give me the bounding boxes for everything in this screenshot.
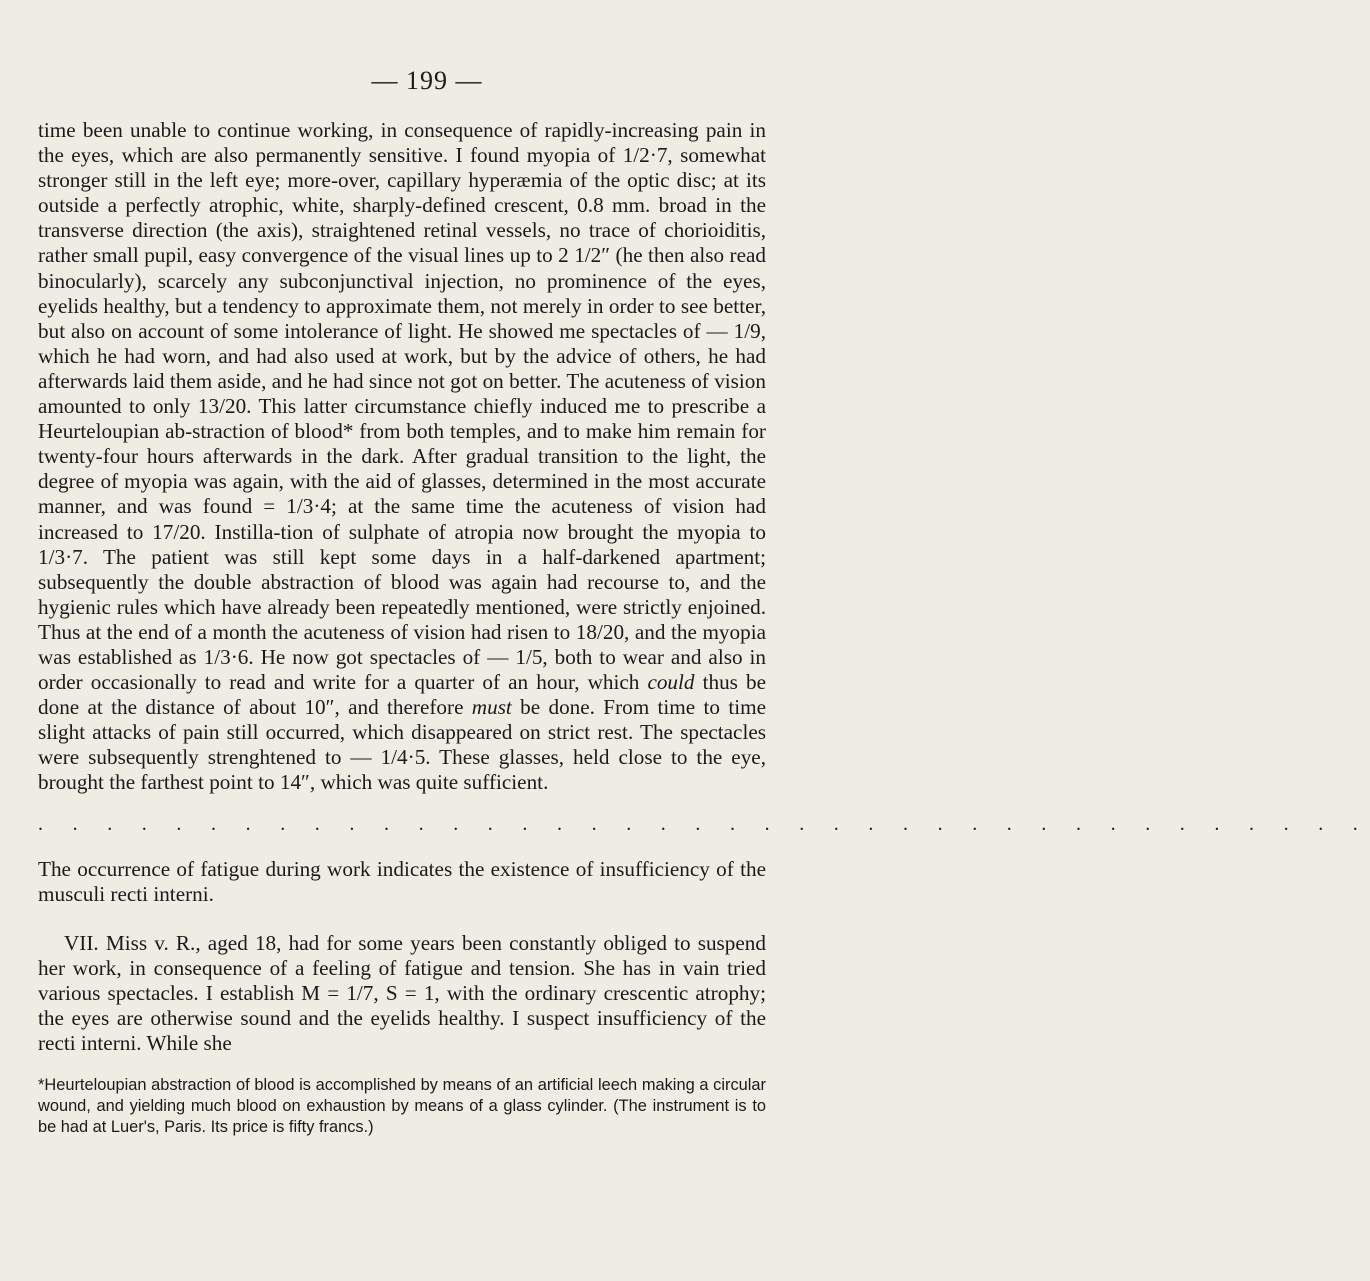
paragraph-text: time been unable to continue working, in consequence of rapidly-increasing pain in the eyes, which are also permanently sensitive. I found myopia of 1/2·7, somewhat stronger still in the left eye; more-over, capillary hyperæmia of the optic disc; at its outside a perfectly atrophic, white, sharply-defined crescent, 0.8 mm. broad in the transverse direction (the axis), straightened retinal vessels, no trace of chorioiditis, rather small pupil, easy convergence of the visual lines up to 2 1/2″ (he then also read binocularly), scarcely any subconjunctival injection, no prominence of the eyes, eyelids healthy, but a tendency to approximate them, not merely in order to see better, but also on account of some intolerance of light. He showed me spectacles of — 1/9, which he had worn, and had also used at work, but by the advice of others, he had afterwards laid them aside, and he had since not got on better. The acuteness of vision amounted to only 13/20. This latter circumstance chiefly induced me to prescribe a Heurteloupian ab-straction of blood* from both temples, and to make him remain for twenty-four hours afterwards in the dark. After gradual transition to the light, the degree of myopia was again, with the aid of glasses, determined in the most accurate manner, and was found = 1/3·4; at the same time the acuteness of vision had increased to 17/20. Instilla-tion of sulphate of atropia now brought the myopia to 1/3·7. The patient was still kept some days in a half-darkened apartment; subsequently the double abstraction of blood was again had recourse to, and the hygienic rules which have already been repeatedly mentioned, were strictly enjoined. Thus at the end of a month the acuteness of vision had risen to 18/20, and the myopia was established as 1/3·6. He now got spectacles of — 1/5, both to wear and also in order occasionally to read and write for a quarter of an hour, which: [38, 118, 766, 695]
book-page: [38, 0, 1370, 1138]
emphasis-must: must: [471, 695, 512, 720]
body-paragraph-fatigue: The occurrence of fatigue during work indicates the existence of insufficiency of the musculi recti interni.: [38, 856, 766, 906]
paragraph-text-end: be done. From time to time slight attacks of pain still occurred, which disappeared on strict rest. The spectacles were subsequently strenghtened to — 1/4·5. These glasses, held close to the eye, brought the farthest point to 14″, which was quite sufficient.: [38, 695, 766, 795]
emphasis-could: could: [647, 670, 695, 695]
body-paragraph-case-continuation: [38, 118, 766, 796]
ellipsis-separator: . . . . . . . . . . . . . . . . . . . . . . . . . . . . . . . . . . . . . . .: [38, 812, 1370, 835]
paragraph-text-mid: thus be done at the distance of about 10″, and therefore: [38, 670, 766, 720]
body-paragraph-case-vii: VII. Miss v. R., aged 18, had for some years been constantly obliged to suspend her work, in consequence of a feeling of fatigue and tension. She has in vain tried various spectacles. I establish M = 1/7, S = 1, with the ordinary crescentic atrophy; the eyes are otherwise sound and the eyelids healthy. I suspect insufficiency of the recti interni. While she: [38, 930, 766, 1056]
page-number: — 199 —: [371, 66, 483, 95]
footnote: *Heurteloupian abstraction of blood is accomplished by means of an artificial leech making a circular wound, and yielding much blood on exhaustion by means of a glass cylinder. (The instrument is to be had at Luer's, Paris. Its price is fifty francs.): [38, 1076, 766, 1137]
